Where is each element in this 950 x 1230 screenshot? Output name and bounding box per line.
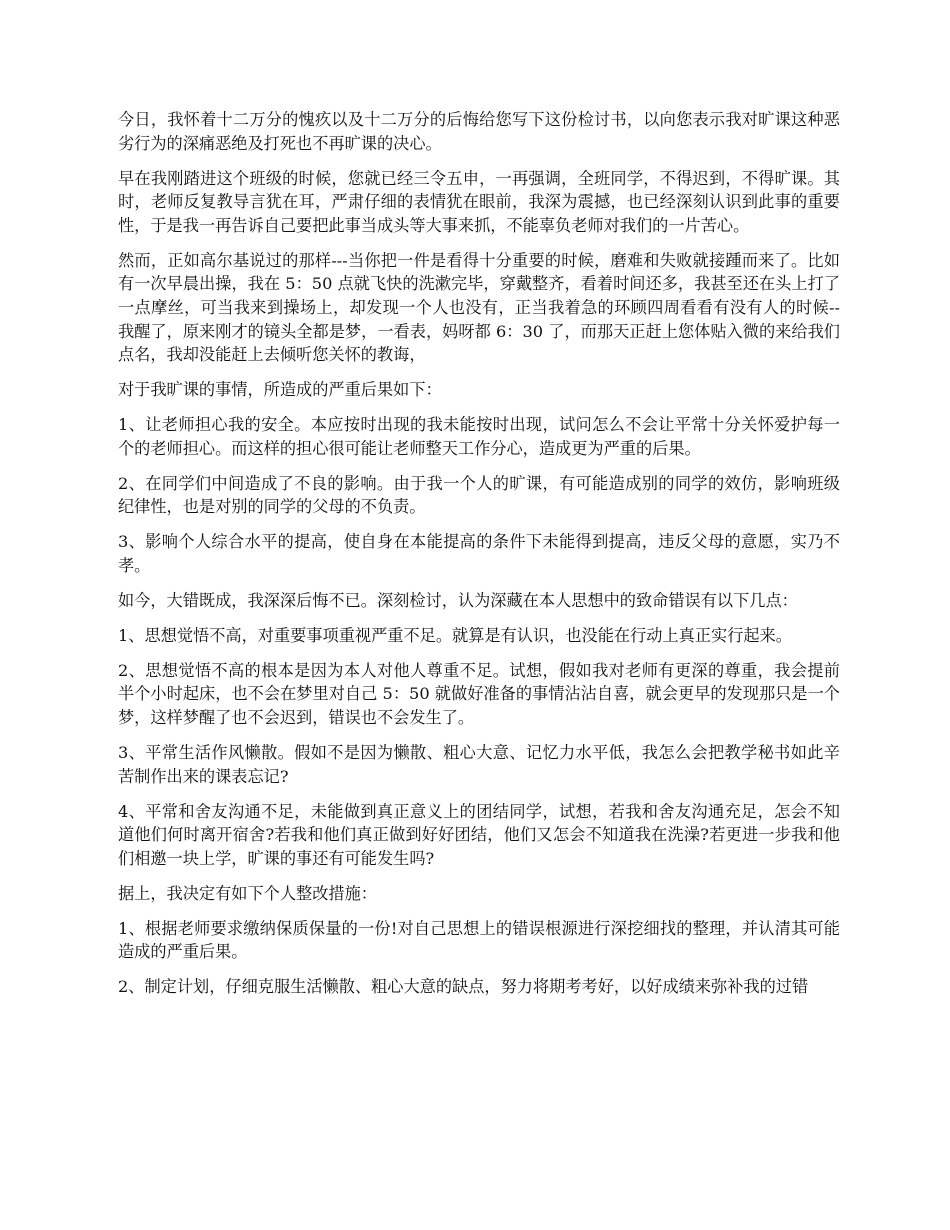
paragraph-measure-1: 1、根据老师要求缴纳保质保量的一份!对自己思想上的错误根源进行深挖细找的整理，并认清其可能造成的严重后果。 xyxy=(118,918,840,962)
paragraph-consequence-1: 1、让老师担心我的安全。本应按时出现的我未能按时出现，试问怎么不会让平常十分关怀爱护每一个的老师担心。而这样的担心很可能让老师整天工作分心，造成更为严重的后果。 xyxy=(118,415,840,458)
paragraph-incident: 然而，正如高尔基说过的那样---当你把一件是看得十分重要的时候，磨难和失败就接踵而来了。比如有一次早晨出操，我在 5：50 点就飞快的洗漱完毕，穿戴整齐，看着时间还多，我甚至还在头上打了一点摩丝，可当我来到操场上，却发现一个人也没有，正当我着急的环顾四周看看有没有人的时候--我醒了，原来刚才的镜头全都是梦，一看表，妈呀都 6：30 了，而那天正赶上您体贴入微的来给我们点名，我却没能赶上去倾听您关怀的教诲， xyxy=(118,250,840,365)
paragraph-measures-heading: 据上，我决定有如下个人整改措施： xyxy=(118,883,377,903)
paragraph-error-3: 3、平常生活作风懒散。假如不是因为懒散、粗心大意、记忆力水平低，我怎么会把教学秘书如此辛苦制作出来的课表忘记? xyxy=(118,742,840,786)
paragraph-errors-heading: 如今，大错既成，我深深后悔不已。深刻检讨，认为深藏在本人思想中的致命错误有以下几点： xyxy=(118,590,798,610)
paragraph-error-4: 4、平常和舍友沟通不足，未能做到真正意义上的团结同学，试想，若我和舍友沟通充足，怎会不知道他们何时离开宿舍?若我和他们真正做到好好团结，他们又怎会不知道我在洗澡?若更进一步我和他们相邀一块上学，旷课的事还有可能发生吗? xyxy=(118,801,840,868)
paragraph-consequence-3: 3、影响个人综合水平的提高，使自身在本能提高的条件下未能得到提高，违反父母的意愿，实乃不孝。 xyxy=(118,532,840,575)
paragraph-error-1: 1、思想觉悟不高，对重要事项重视严重不足。就算是有认识，也没能在行动上真正实行起来。 xyxy=(118,625,792,645)
paragraph-consequences-heading: 对于我旷课的事情，所造成的严重后果如下： xyxy=(118,380,442,400)
paragraph-intro: 今日，我怀着十二万分的愧疚以及十二万分的后悔给您写下这份检讨书，以向您表示我对旷课这种恶劣行为的深痛恶绝及打死也不再旷课的决心。 xyxy=(118,110,840,153)
paragraph-background: 早在我刚踏进这个班级的时候，您就已经三令五申，一再强调，全班同学，不得迟到，不得旷课。其时，老师反复教导言犹在耳，严肃仔细的表情犹在眼前，我深为震撼，也已经深刻认识到此事的重要性，于是我一再告诉自己要把此事当成头等大事来抓，不能辜负老师对我们的一片苦心。 xyxy=(118,168,840,235)
document-page xyxy=(118,108,840,1010)
paragraph-measure-2: 2、制定计划，仔细克服生活懒散、粗心大意的缺点，努力将期考考好，以好成绩来弥补我的过错 xyxy=(118,977,809,997)
paragraph-consequence-2: 2、在同学们中间造成了不良的影响。由于我一个人的旷课，有可能造成别的同学的效仿，影响班级纪律性，也是对别的同学的父母的不负责。 xyxy=(118,473,840,517)
paragraph-error-2: 2、思想觉悟不高的根本是因为本人对他人尊重不足。试想，假如我对老师有更深的尊重，我会提前半个小时起床，也不会在梦里对自己 5：50 就做好准备的事情沾沾自喜，就会更早的发现那只是一个梦，这样梦醒了也不会迟到，错误也不会发生了。 xyxy=(118,660,840,727)
